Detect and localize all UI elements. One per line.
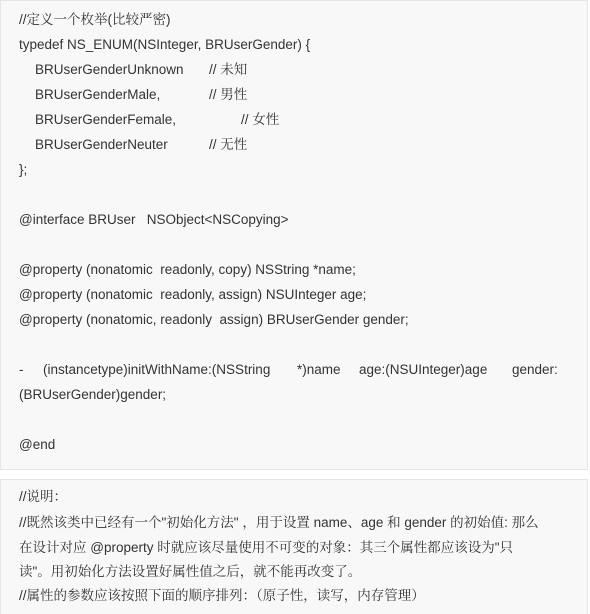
enum-item-female-comment: // 女性: [241, 112, 280, 127]
enum-item-neuter: BRUserGenderNeuter: [35, 137, 168, 152]
note-line-4: 读"。用初始化方法设置好属性值之后，就不能再改变了。: [19, 564, 362, 579]
method-part-name: *)name: [297, 362, 341, 377]
enum-item-neuter-comment: // 无性: [209, 137, 248, 152]
enum-comment: //定义一个枚举(比较严密): [19, 12, 171, 27]
enum-item-male: BRUserGenderMale,: [35, 87, 161, 102]
end-line: @end: [19, 437, 56, 452]
typedef-line: typedef NS_ENUM(NSInteger, BRUserGender) {: [19, 37, 311, 52]
method-dash: -: [19, 362, 24, 377]
notes-block: [0, 479, 588, 614]
note-line-2: //既然该类中已经有一个"初始化方法" ，用于设置 name、age 和 gender 的初始值: 那么: [19, 515, 539, 530]
enum-item-female: BRUserGenderFemale,: [35, 112, 177, 127]
method-part-gender: gender:: [512, 362, 558, 377]
method-part-initwithname: (instancetype)initWithName:(NSString: [43, 362, 271, 377]
enum-close: };: [19, 162, 28, 177]
property-name: @property (nonatomic readonly, copy) NSString *name;: [19, 262, 356, 277]
interface-line: @interface BRUser NSObject<NSCopying>: [19, 212, 289, 227]
enum-item-unknown: BRUserGenderUnknown: [35, 62, 184, 77]
method-part-age: age:(NSUInteger)age: [359, 362, 488, 377]
enum-item-male-comment: // 男性: [209, 87, 248, 102]
note-line-3: 在设计对应 @property 时就应该尽量使用不可变的对象：其三个属性都应该设为"只: [19, 540, 514, 555]
note-line-5: //属性的参数应该按照下面的顺序排列：（原子性，读写，内存管理）: [19, 588, 425, 603]
property-age: @property (nonatomic readonly, assign) NSUInteger age;: [19, 287, 367, 302]
method-line-2: (BRUserGender)gender;: [19, 387, 167, 402]
note-heading: //说明：: [19, 489, 68, 504]
property-gender: @property (nonatomic, readonly assign) BRUserGender gender;: [19, 312, 409, 327]
enum-item-unknown-comment: // 未知: [209, 62, 248, 77]
